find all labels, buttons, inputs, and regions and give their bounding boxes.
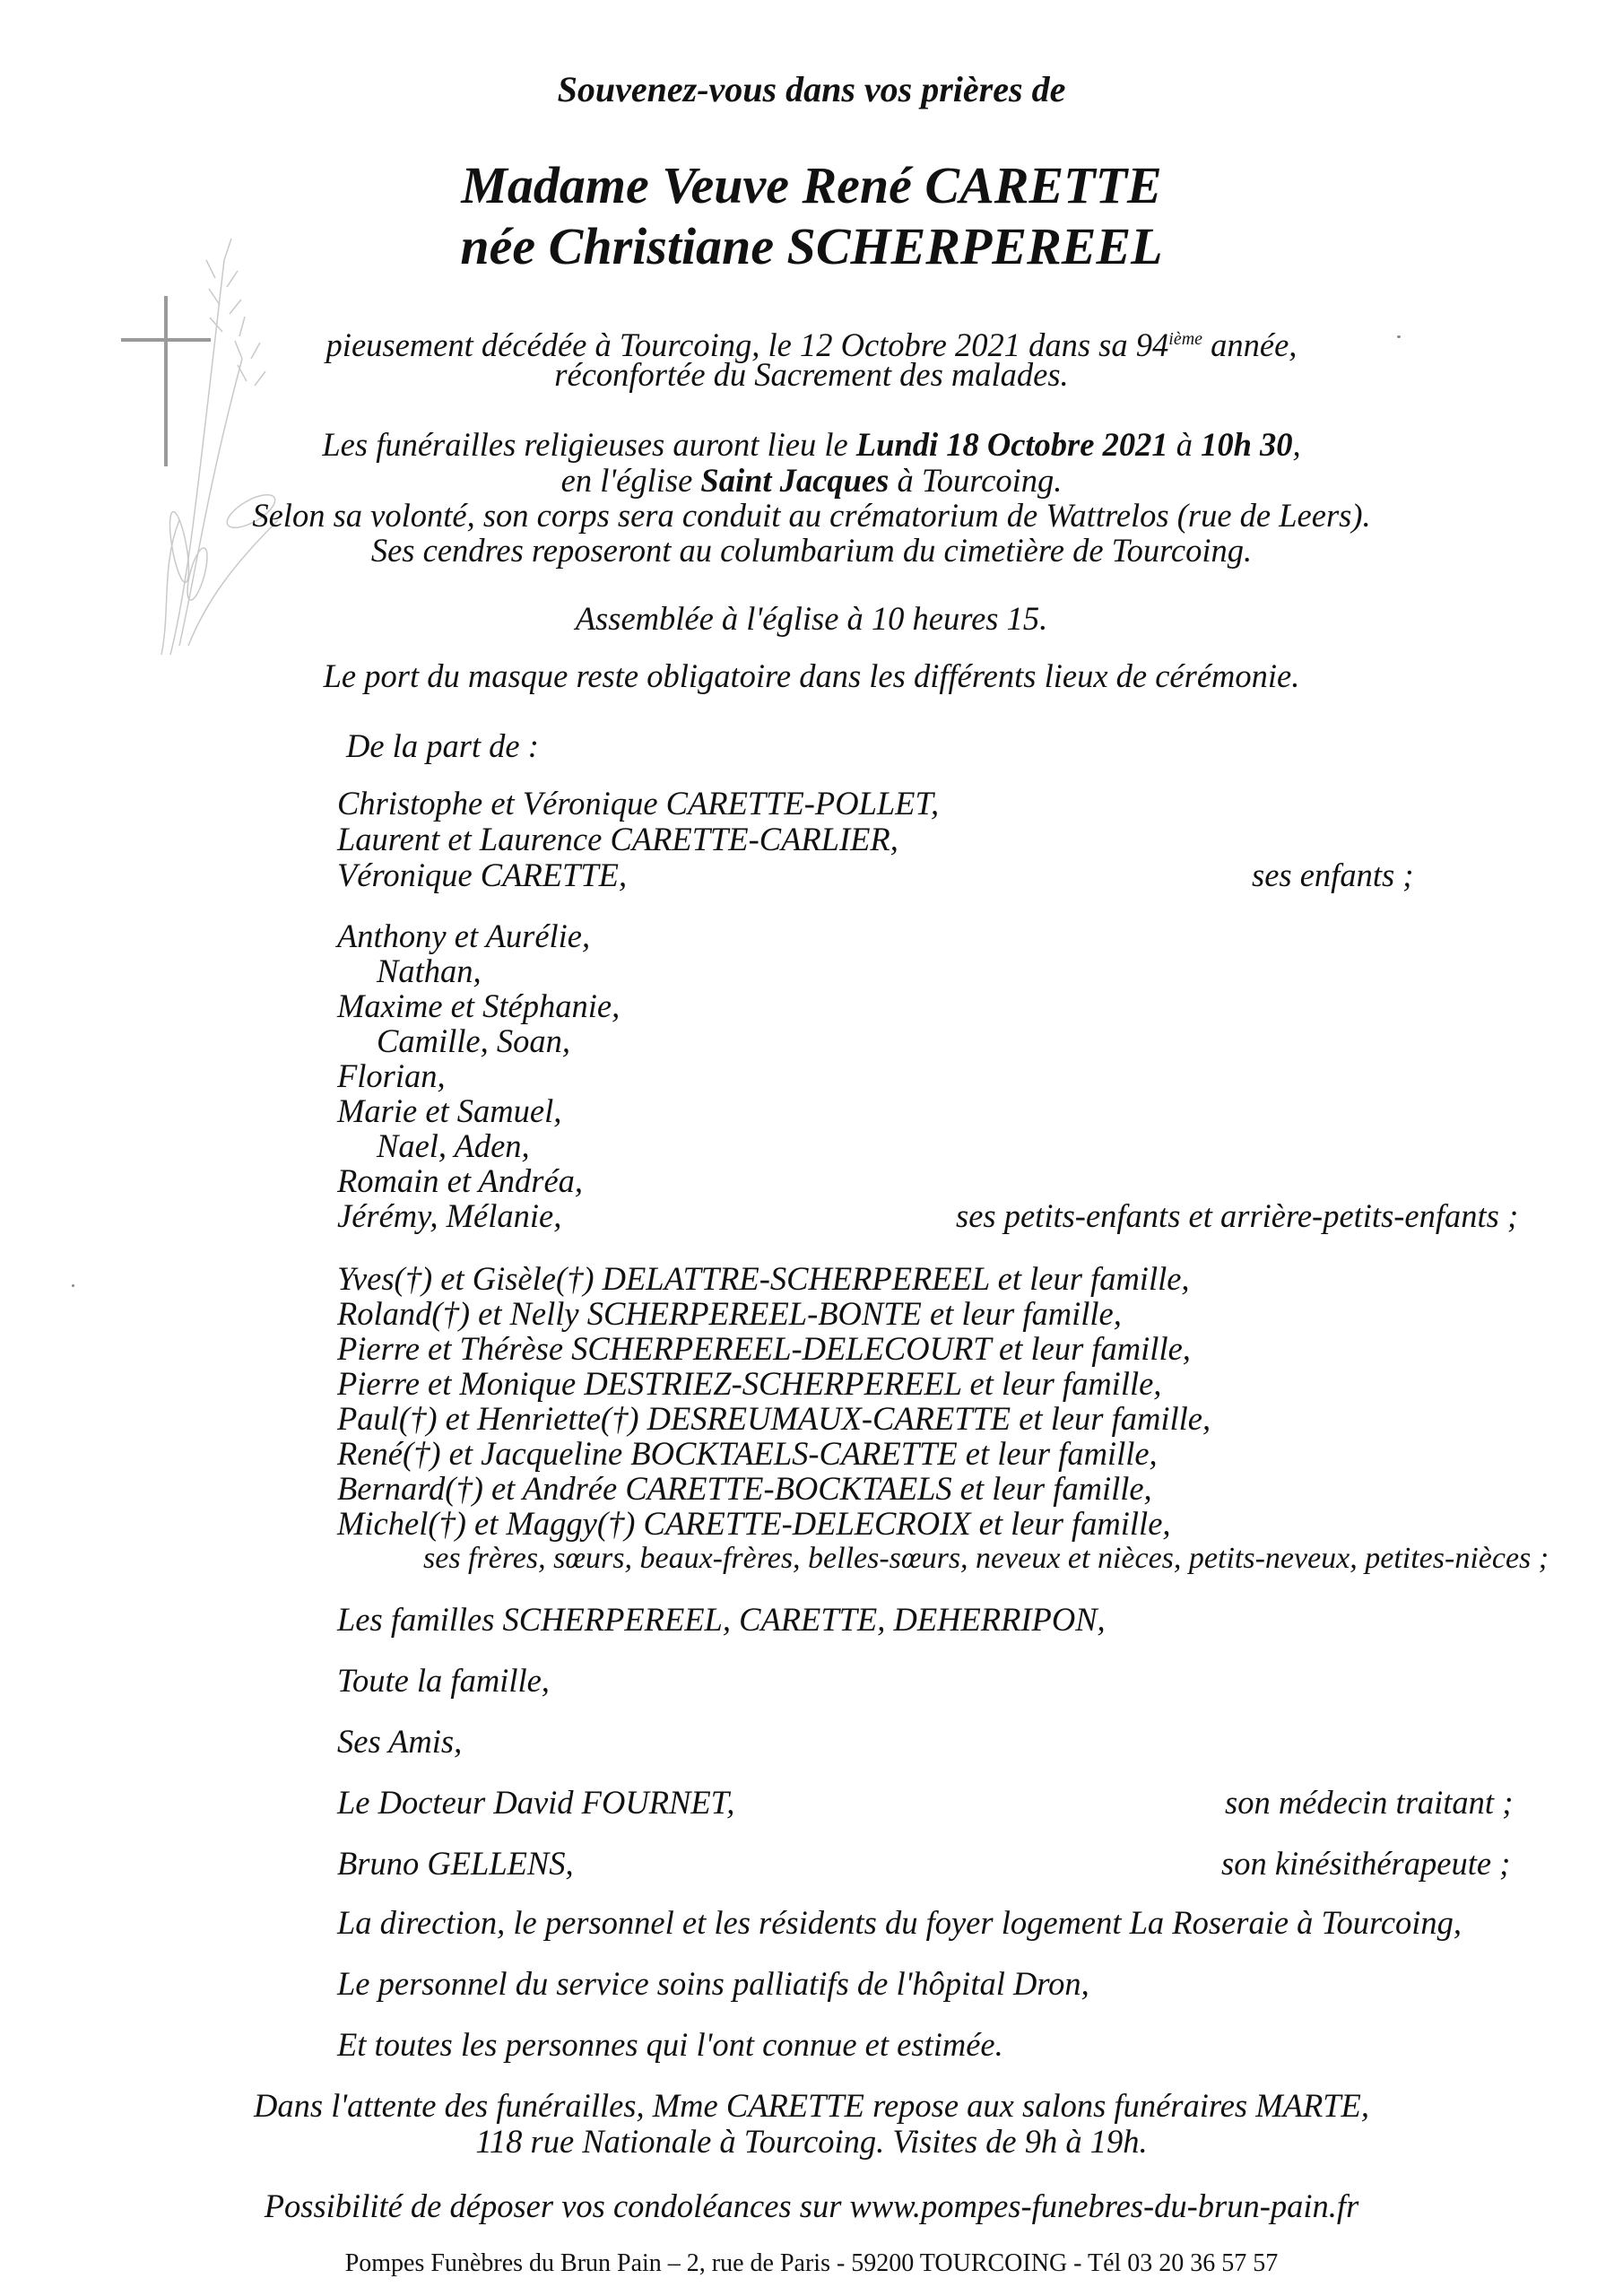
funeral-date-line [0, 427, 1623, 463]
assembly-line: Assemblée à l'église à 10 heures 15. [575, 600, 1048, 637]
church-name: Saint Jacques [700, 462, 890, 499]
family-name-line: Romain et Andréa, [337, 1162, 584, 1199]
remember-heading: Souvenez-vous dans vos prières de [557, 69, 1066, 109]
family-name-line: René(†) et Jacqueline BOCKTAELS-CARETTE et leur famille, [337, 1435, 1158, 1472]
condolences-line: Possibilité de déposer vos condoléances sur www.pompes-funebres-du-brun-pain.fr [264, 2187, 1359, 2224]
relation-label: son kinésithérapeute ; [1221, 1845, 1511, 1882]
friends-line: Ses Amis, [337, 1723, 463, 1760]
speck [72, 1284, 74, 1287]
mask-line: Le port du masque reste obligatoire dans les différents lieux de cérémonie. [323, 657, 1300, 694]
death-text: pieusement décédée à Tourcoing, le 12 Octobre 2021 dans sa 94 [325, 326, 1169, 364]
family-name-line: Michel(†) et Maggy(†) CARETTE-DELECROIX et leur famille, [337, 1505, 1171, 1542]
funeral-home-footer: Pompes Funèbres du Brun Pain – 2, rue de Paris - 59200 TOURCOING - Tél 03 20 36 57 57 [344, 2249, 1279, 2277]
family-name-line: Florian, [337, 1057, 446, 1094]
family-name-line: Laurent et Laurence CARETTE-CARLIER, [337, 821, 898, 857]
family-name-line: Roland(†) et Nelly SCHERPEREEL-BONTE et leur famille, [337, 1295, 1122, 1332]
church-text: à Tourcoing. [889, 462, 1063, 499]
family-name-line: Pierre et Thérèse SCHERPEREEL-DELECOURT et leur famille, [337, 1330, 1191, 1367]
funeral-text: Les funérailles religieuses auront lieu le [322, 426, 856, 463]
funeral-time: 10h 30 [1201, 426, 1293, 463]
dron-line: Le personnel du service soins palliatifs de l'hôpital Dron, [337, 1965, 1089, 2002]
doctor-name: Le Docteur David FOURNET, [337, 1784, 735, 1821]
family-name-line: Pierre et Monique DESTRIEZ-SCHERPEREEL et leur famille, [337, 1365, 1162, 1402]
family-name-line: Bernard(†) et Andrée CARETTE-BOCKTAELS et leur famille, [337, 1470, 1152, 1507]
deceased-name: Madame Veuve René CARETTE [461, 156, 1162, 214]
relation-label: ses enfants ; [1252, 857, 1414, 893]
funeral-date: Lundi 18 Octobre 2021 [855, 426, 1168, 463]
family-name-line: Anthony et Aurélie, [337, 918, 591, 954]
death-text-end: année, [1202, 326, 1298, 364]
rest-line: Dans l'attente des funérailles, Mme CARETTE repose aux salons funéraires MARTE, [254, 2087, 1369, 2124]
family-name-line: Christophe et Véronique CARETTE-POLLET, [337, 785, 940, 822]
family-name-line: Paul(†) et Henriette(†) DESREUMAUX-CARETTE et leur famille, [337, 1400, 1211, 1437]
family-name-line: Nael, Aden, [377, 1127, 530, 1164]
relation-label: ses petits-enfants et arrière-petits-enfants ; [956, 1197, 1519, 1234]
maiden-name: née Christiane SCHERPEREEL [460, 217, 1163, 275]
everyone-line: Et toutes les personnes qui l'ont connue et estimée. [337, 2026, 1003, 2063]
sacrament-line: réconfortée du Sacrement des malades. [554, 356, 1069, 393]
from-label: De la part de : [346, 727, 539, 764]
family-name-line: Nathan, [377, 952, 482, 989]
family-name-line: Jérémy, Mélanie, [337, 1197, 562, 1234]
columbarium-line: Ses cendres reposeront au columbarium du cimetière de Tourcoing. [370, 532, 1253, 569]
physio-name: Bruno GELLENS, [337, 1845, 574, 1882]
funeral-text: à [1167, 426, 1202, 463]
relation-label: son médecin traitant ; [1225, 1784, 1514, 1821]
all-family-line: Toute la famille, [337, 1662, 550, 1699]
church-line [0, 463, 1623, 499]
funeral-text: , [1292, 426, 1301, 463]
family-name-line: Maxime et Stéphanie, [337, 987, 621, 1024]
visits-line: 118 rue Nationale à Tourcoing. Visites de 9h à 19h. [475, 2123, 1148, 2160]
family-name-line: Camille, Soan, [377, 1022, 570, 1059]
crematorium-line: Selon sa volonté, son corps sera conduit au crématorium de Wattrelos (rue de Leers). [252, 497, 1371, 534]
families-line: Les familles SCHERPEREEL, CARETTE, DEHERRIPON, [337, 1601, 1106, 1638]
relation-label: ses frères, sœurs, beaux-frères, belles-sœurs, neveux et nièces, petits-neveux, petites-nièces ; [423, 1542, 1549, 1575]
family-name-line: Véronique CARETTE, [337, 857, 628, 893]
ordinal-suffix: ième [1168, 329, 1203, 349]
church-text: en l'église [560, 462, 701, 499]
family-name-line: Yves(†) et Gisèle(†) DELATTRE-SCHERPEREEL et leur famille, [337, 1260, 1190, 1297]
family-name-line: Marie et Samuel, [337, 1092, 562, 1129]
roseraie-line: La direction, le personnel et les résidents du foyer logement La Roseraie à Tourcoing, [337, 1904, 1462, 1941]
